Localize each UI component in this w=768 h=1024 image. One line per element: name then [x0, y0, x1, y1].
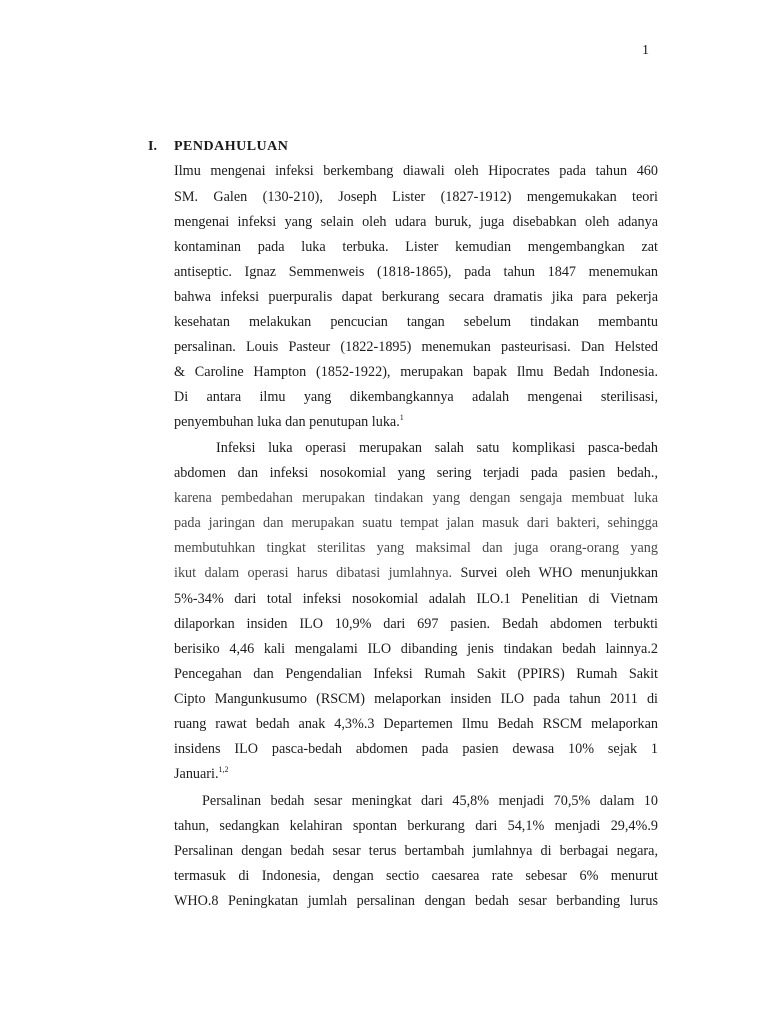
line-text: ikut dalam operasi harus dibatasi jumlahnya.: [174, 565, 453, 581]
paragraph-line: pada jaringan dan merupakan suatu tempat jalan masuk dari bakteri, sehingga: [174, 515, 658, 531]
paragraph-line: ruang rawat bedah anak 4,3%.3 Departemen Ilmu Bedah RSCM melaporkan: [174, 716, 658, 732]
line-text: Januari.: [174, 766, 219, 782]
paragraph-line: Pencegahan dan Pengendalian Infeksi Rumah Sakit (PPIRS) Rumah Sakit: [174, 666, 658, 682]
paragraph-line: WHO.8 Peningkatan jumlah persalinan dengan bedah sesar berbanding lurus: [174, 893, 658, 909]
citation-superscript: 1,2: [218, 765, 229, 774]
paragraph-line: membutuhkan tingkat sterilitas yang maksimal dan juga orang-orang yang: [174, 540, 658, 556]
paragraph-line: kesehatan melakukan pencucian tangan sebelum tindakan membantu: [174, 314, 658, 330]
section-number: I.: [148, 139, 157, 154]
citation-superscript: 1: [399, 413, 404, 422]
paragraph-line: mengenai infeksi yang selain oleh udara buruk, juga disebabkan oleh adanya: [174, 214, 658, 230]
paragraph-line: Persalinan bedah sesar meningkat dari 45,8% menjadi 70,5% dalam 10: [202, 793, 658, 809]
paragraph-line: termasuk di Indonesia, dengan sectio caesarea rate sebesar 6% menurut: [174, 868, 658, 884]
paragraph-line: [174, 765, 658, 783]
paragraph-line: SM. Galen (130-210), Joseph Lister (1827-1912) mengemukakan teori: [174, 189, 658, 205]
paragraph-line: abdomen dan infeksi nosokomial yang sering terjadi pada pasien bedah.,: [174, 465, 658, 481]
paragraph-line: Persalinan dengan bedah sesar terus bertambah jumlahnya di berbagai negara,: [174, 843, 658, 859]
paragraph-line: antiseptic. Ignaz Semmenweis (1818-1865), pada tahun 1847 menemukan: [174, 264, 658, 280]
paragraph-line: & Caroline Hampton (1852-1922), merupakan bapak Ilmu Bedah Indonesia.: [174, 364, 658, 380]
paragraph-line: tahun, sedangkan kelahiran spontan berkurang dari 54,1% menjadi 29,4%.9: [174, 818, 658, 834]
paragraph-line: persalinan. Louis Pasteur (1822-1895) menemukan pasteurisasi. Dan Helsted: [174, 339, 658, 355]
paragraph-line: 5%-34% dari total infeksi nosokomial adalah ILO.1 Penelitian di Vietnam: [174, 591, 658, 607]
paragraph-line: dilaporkan insiden ILO 10,9% dari 697 pasien. Bedah abdomen terbukti: [174, 616, 658, 632]
paragraph-line: kontaminan pada luka terbuka. Lister kemudian mengembangkan zat: [174, 239, 658, 255]
line-text: penyembuhan luka dan penutupan luka.: [174, 414, 400, 430]
paragraph-line: karena pembedahan merupakan tindakan yang dengan sengaja membuat luka: [174, 490, 658, 506]
paragraph-line: Di antara ilmu yang dikembangkannya adalah mengenai sterilisasi,: [174, 389, 658, 405]
paragraph-line: berisiko 4,46 kali mengalami ILO dibanding jenis tindakan bedah lainnya.2: [174, 641, 658, 657]
paragraph-line: Ilmu mengenai infeksi berkembang diawali oleh Hipocrates pada tahun 460: [174, 163, 658, 179]
paragraph-line: insidens ILO pasca-bedah abdomen pada pasien dewasa 10% sejak 1: [174, 741, 658, 757]
paragraph-line: [174, 413, 658, 431]
section-title: PENDAHULUAN: [174, 139, 289, 154]
paragraph-line: [174, 564, 658, 582]
paragraph-line: Cipto Mangunkusumo (RSCM) melaporkan insiden ILO pada tahun 2011 di: [174, 691, 658, 707]
page-number: 1: [642, 43, 649, 58]
paragraph-line: Infeksi luka operasi merupakan salah satu komplikasi pasca-bedah: [216, 440, 658, 456]
line-text: Survei oleh WHO menunjukkan: [452, 565, 658, 581]
paragraph-line: bahwa infeksi puerpuralis dapat berkurang secara dramatis jika para pekerja: [174, 289, 658, 305]
